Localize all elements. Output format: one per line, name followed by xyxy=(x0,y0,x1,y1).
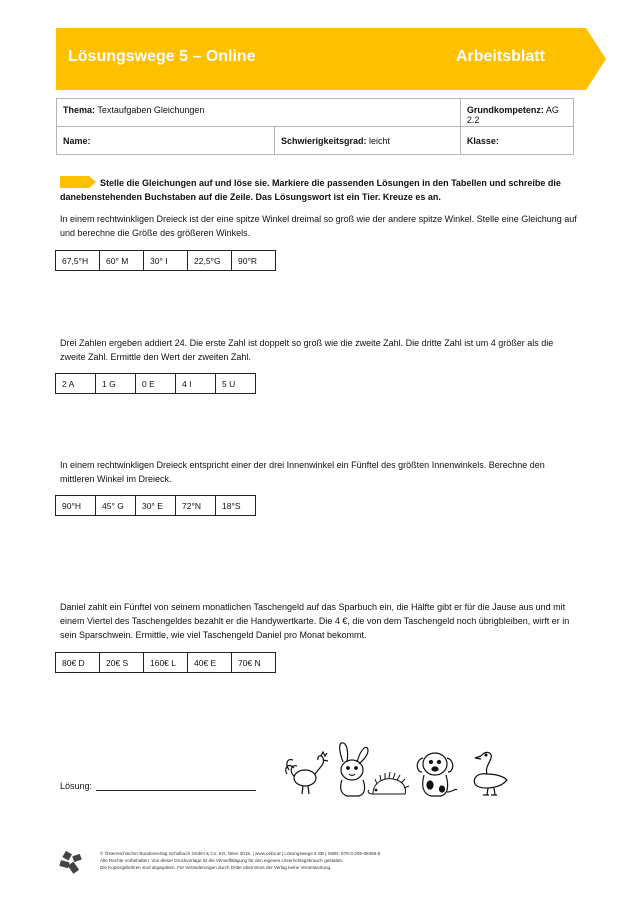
option-cell[interactable]: 30° I xyxy=(144,251,188,271)
option-cell[interactable]: 70€ N xyxy=(232,653,276,673)
task-4-options xyxy=(55,652,276,673)
instruction xyxy=(60,176,580,204)
footer-line-1: © Österreichischer Bundesverlag Schulbuch GmbH & Co. KG, Wien 2015. | www.oebv.at | Lösungswege 5 SB | ISBN: 978-3-209-08466-8 xyxy=(100,851,381,856)
option-cell[interactable]: 0 E xyxy=(136,374,176,394)
option-cell[interactable]: 1 G xyxy=(96,374,136,394)
name-label: Name: xyxy=(63,135,91,146)
kompetenz-value: AG 2.2 xyxy=(466,105,559,125)
option-cell[interactable]: 90°R xyxy=(232,251,276,271)
animal-choices xyxy=(285,742,515,800)
option-cell[interactable]: 80€ D xyxy=(56,653,100,673)
schwierigkeit-value: leicht xyxy=(369,135,391,146)
task-1-text: In einem rechtwinkligen Dreieck ist der eine spitze Winkel dreimal so groß wie der andere spitze Winkel. Stelle eine Gleichung auf und berechne die Größe des größeren Winkels. xyxy=(60,214,577,238)
option-cell[interactable]: 5 U xyxy=(216,374,256,394)
kompetenz-cell xyxy=(460,99,573,127)
option-cell[interactable]: 20€ S xyxy=(100,653,144,673)
name-cell[interactable] xyxy=(57,127,275,155)
klasse-cell[interactable] xyxy=(460,127,573,155)
task-2-text: Drei Zahlen ergeben addiert 24. Die erste Zahl ist doppelt so groß wie die zweite Zahl. Die dritte Zahl ist um 4 größer als die zweite Zahl. Ermittle den Wert der zweiten Zahl. xyxy=(60,338,554,362)
footer-line-3: Die Kopiergebühren sind abgegolten. Für Veränderungen durch Dritte übernimmt der Verlag keine Verantwortung. xyxy=(100,865,332,870)
kompetenz-label: Grundkompetenz: xyxy=(466,105,544,115)
thema-cell xyxy=(57,99,461,127)
header-banner xyxy=(56,28,606,90)
thema-label: Thema: xyxy=(63,105,96,115)
rooster-icon[interactable] xyxy=(286,752,328,794)
klasse-label: Klasse: xyxy=(466,135,499,146)
thema-value: Textaufgaben Gleichungen xyxy=(97,105,205,115)
publisher-logo xyxy=(56,850,90,876)
option-cell[interactable]: 90°H xyxy=(56,496,96,516)
rabbit-icon[interactable] xyxy=(340,743,368,796)
option-cell[interactable]: 72°N xyxy=(176,496,216,516)
footer-line-2: Alle Rechte vorbehalten. Von dieser Druckvorlage ist die Vervielfältigung für den eigenen Unterrichtsgebrauch gestattet. xyxy=(100,858,344,863)
solution-input-line[interactable] xyxy=(96,790,256,791)
option-cell[interactable]: 2 A xyxy=(56,374,96,394)
option-cell[interactable]: 18°S xyxy=(216,496,256,516)
option-cell[interactable]: 60° M xyxy=(100,251,144,271)
task-3-options xyxy=(55,495,256,516)
option-cell[interactable]: 4 I xyxy=(176,374,216,394)
option-cell[interactable]: 30° E xyxy=(136,496,176,516)
task-2-options xyxy=(55,373,256,394)
option-cell[interactable]: 67,5°H xyxy=(56,251,100,271)
hedgehog-icon[interactable] xyxy=(368,772,409,794)
goose-icon[interactable] xyxy=(474,752,507,795)
schwierigkeit-label: Schwierigkeitsgrad: xyxy=(281,135,367,146)
instruction-arrow-icon xyxy=(60,176,96,188)
option-cell[interactable]: 45° G xyxy=(96,496,136,516)
banner-title: Lösungswege 5 – Online xyxy=(68,48,256,65)
task-3-text: In einem rechtwinkligen Dreieck entspricht einer der drei Innenwinkel ein Fünftel des größten Innenwinkels. Berechne den mittleren Winkel im Dreieck. xyxy=(60,460,545,484)
schwierigkeit-cell xyxy=(275,127,461,155)
option-cell[interactable]: 40€ E xyxy=(188,653,232,673)
dog-icon[interactable] xyxy=(417,753,457,796)
option-cell[interactable]: 160€ L xyxy=(144,653,188,673)
solution-row xyxy=(60,781,256,791)
solution-label: Lösung: xyxy=(60,781,93,791)
info-table xyxy=(56,98,574,155)
task-1-options xyxy=(55,250,276,271)
instruction-text: Stelle die Gleichungen auf und löse sie. Markiere die passenden Lösungen in den Tabellen und schreibe die danebenstehenden Buchstaben auf die Zeile. Das Lösungswort ist ein Tier. Kreuze es an. xyxy=(60,178,561,202)
task-4-text: Daniel zahlt ein Fünftel von seinem monatlichen Taschengeld auf das Sparbuch ein, die Hälfte gibt er für die Jause aus und mit einem Viertel des Taschengeldes bezahlt er die Handywertkarte. Die 4 €, die von dem Taschengeld noch übrigbleiben, wirft er in sein Sparschwein. Ermittle, wie viel Taschengeld Daniel pro Monat bekommt. xyxy=(60,602,570,640)
footer-copyright xyxy=(100,850,380,871)
banner-document-type: Arbeitsblatt xyxy=(456,48,545,65)
option-cell[interactable]: 22,5°G xyxy=(188,251,232,271)
